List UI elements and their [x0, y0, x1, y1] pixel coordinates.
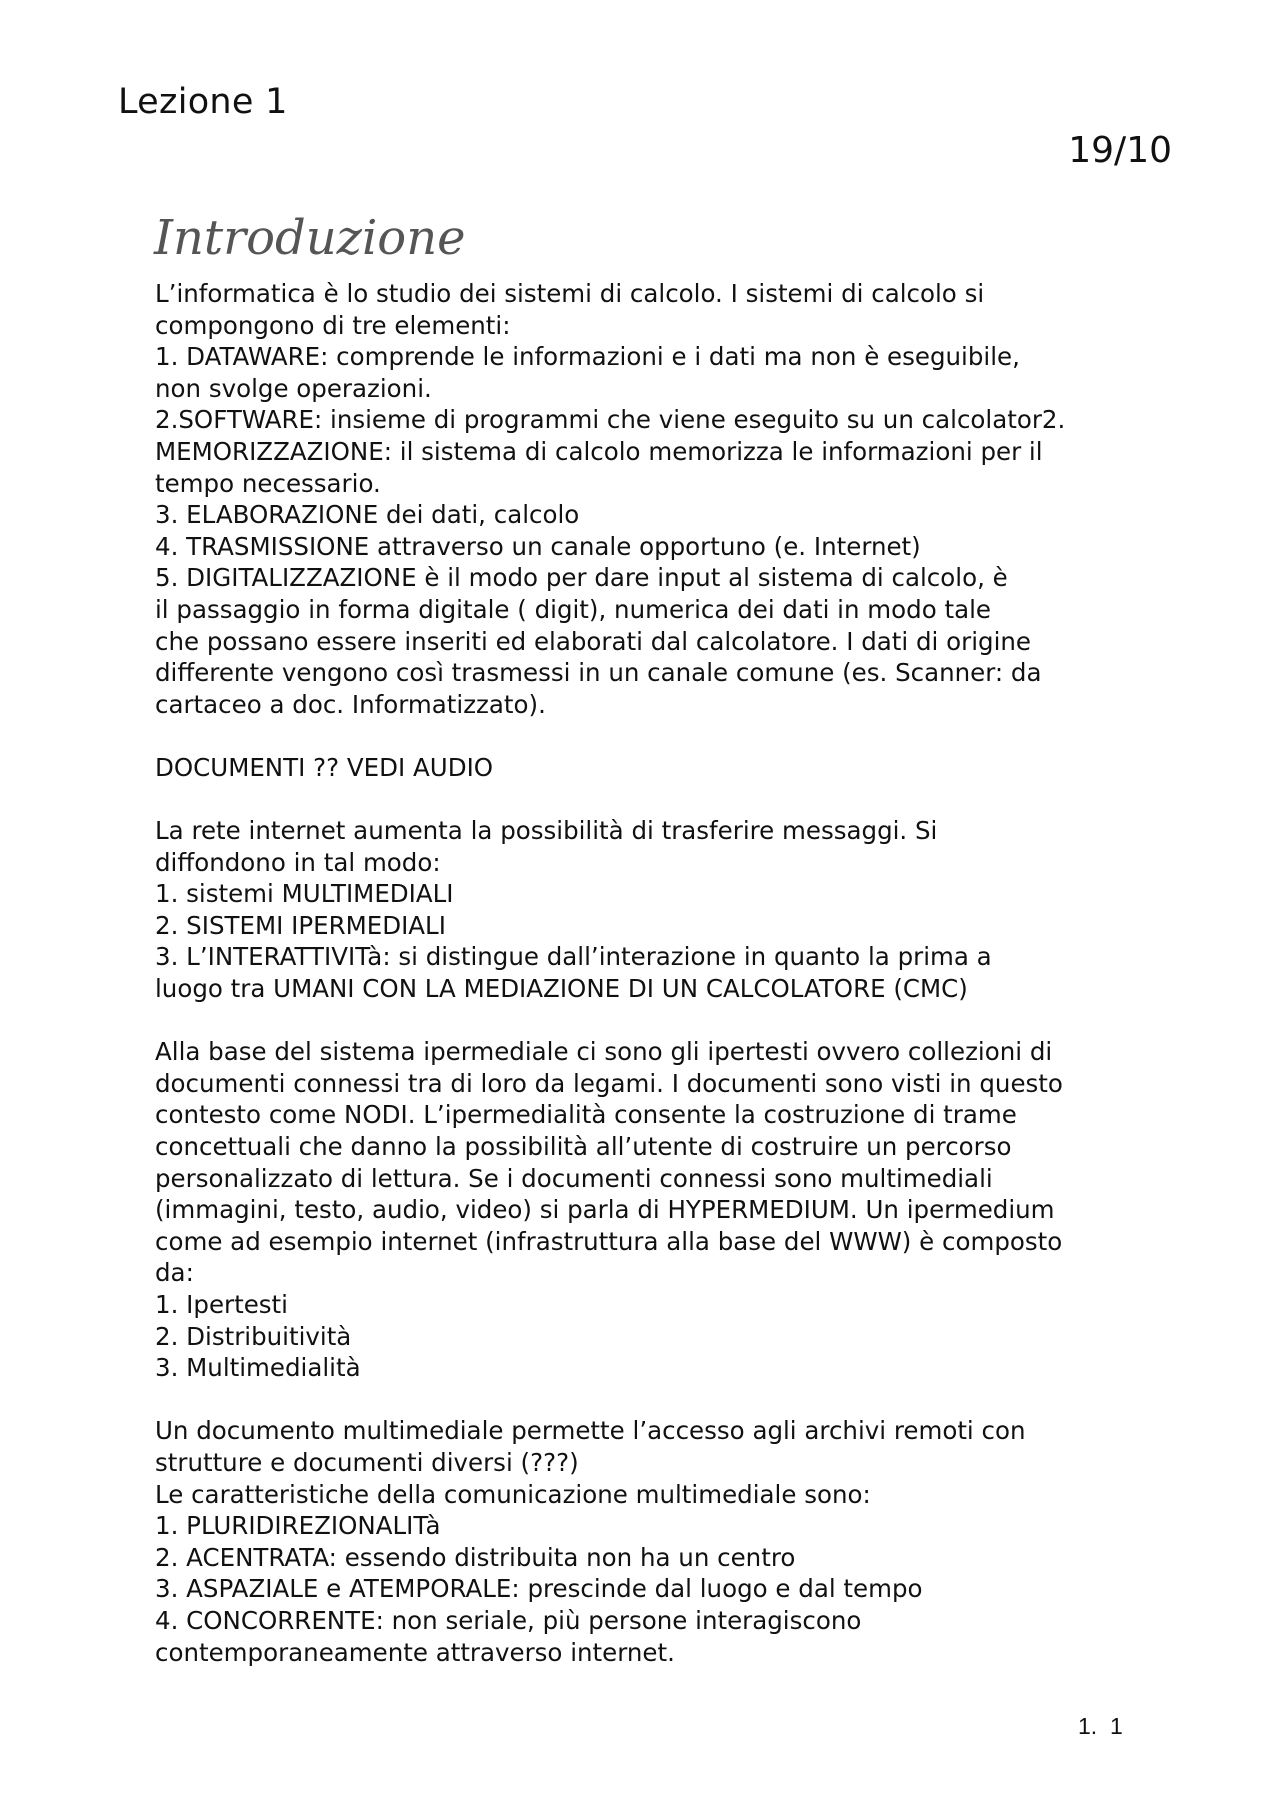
text-line: 1. DATAWARE: comprende le informazioni e i dati ma non è eseguibile,: [155, 342, 1020, 372]
text-line: MEMORIZZAZIONE: il sistema di calcolo memorizza le informazioni per il: [155, 436, 1043, 466]
text-line: tempo necessario.: [155, 468, 381, 498]
text-line: 2.SOFTWARE: insieme di programmi che viene eseguito su un calcolator2.: [155, 405, 1066, 435]
text-line: differente vengono così trasmessi in un canale comune (es. Scanner: da: [155, 658, 1042, 688]
text-line: documenti connessi tra di loro da legami. I documenti sono visti in questo: [155, 1068, 1063, 1098]
text-line: luogo tra UMANI CON LA MEDIAZIONE DI UN CALCOLATORE (CMC): [155, 974, 968, 1004]
text-line: L’informatica è lo studio dei sistemi di calcolo. I sistemi di calcolo si: [155, 279, 985, 308]
lesson-date: 19/10: [1068, 130, 1172, 171]
paragraph-gap: [155, 720, 1165, 752]
text-line: 2. SISTEMI IPERMEDIALI: [155, 910, 446, 940]
text-line: che possano essere inseriti ed elaborati dal calcolatore. I dati di origine: [155, 626, 1031, 656]
text-line: 1. sistemi MULTIMEDIALI: [155, 879, 454, 909]
text-line: compongono di tre elementi:: [155, 310, 511, 340]
section-title: Introduzione: [154, 210, 466, 266]
text-line: 4. CONCORRENTE: non seriale, più persone interagiscono: [155, 1605, 862, 1635]
paragraph-gap: [155, 1005, 1165, 1037]
text-line: concettuali che danno la possibilità all’utente di costruire un percorso: [155, 1132, 1012, 1162]
paragraph-gap: [155, 1384, 1165, 1416]
text-line: personalizzato di lettura. Se i documenti connessi sono multimediali: [155, 1163, 993, 1193]
text-line: 2. ACENTRATA: essendo distribuita non ha un centro: [155, 1542, 796, 1572]
text-line: 3. L’INTERATTIVITà: si distingue dall’interazione in quanto la prima a: [155, 942, 992, 972]
text-line: 2. Distribuitività: [155, 1321, 352, 1351]
body-text: [155, 278, 1165, 1668]
paragraph-gap: [155, 784, 1165, 816]
text-line: 1. Ipertesti: [155, 1290, 288, 1319]
text-line: DOCUMENTI ?? VEDI AUDIO: [155, 752, 494, 782]
text-line: come ad esempio internet (infrastruttura alla base del WWW) è composto: [155, 1226, 1063, 1256]
text-line: 3. ASPAZIALE e ATEMPORALE: prescinde dal luogo e dal tempo: [155, 1574, 923, 1604]
page-number: 1. 1: [1078, 1713, 1123, 1739]
text-line: Alla base del sistema ipermediale ci sono gli ipertesti ovvero collezioni di: [155, 1037, 1053, 1067]
text-line: il passaggio in forma digitale ( digit), numerica dei dati in modo tale: [155, 594, 991, 624]
text-line: cartaceo a doc. Informatizzato).: [155, 689, 546, 719]
text-line: strutture e documenti diversi (???): [155, 1447, 579, 1477]
lesson-title: Lezione 1: [118, 82, 288, 122]
text-line: 3. Multimedialità: [155, 1353, 361, 1383]
text-line: contesto come NODI. L’ipermedialità consente la costruzione di trame: [155, 1100, 1017, 1130]
text-line: da:: [155, 1258, 194, 1288]
text-line: Le caratteristiche della comunicazione multimediale sono:: [155, 1479, 871, 1509]
text-line: Un documento multimediale permette l’accesso agli archivi remoti con: [155, 1416, 1026, 1446]
text-line: contemporaneamente attraverso internet.: [155, 1637, 675, 1667]
text-line: non svolge operazioni.: [155, 373, 432, 403]
text-line: 3. ELABORAZIONE dei dati, calcolo: [155, 500, 580, 530]
text-line: 1. PLURIDIREZIONALITà: [155, 1511, 441, 1541]
text-line: diffondono in tal modo:: [155, 847, 441, 877]
text-line: (immagini, testo, audio, video) si parla di HYPERMEDIUM. Un ipermedium: [155, 1195, 1055, 1225]
text-line: La rete internet aumenta la possibilità di trasferire messaggi. Si: [155, 816, 938, 846]
text-line: 5. DIGITALIZZAZIONE è il modo per dare input al sistema di calcolo, è: [155, 563, 1008, 593]
text-line: 4. TRASMISSIONE attraverso un canale opportuno (e. Internet): [155, 531, 921, 561]
